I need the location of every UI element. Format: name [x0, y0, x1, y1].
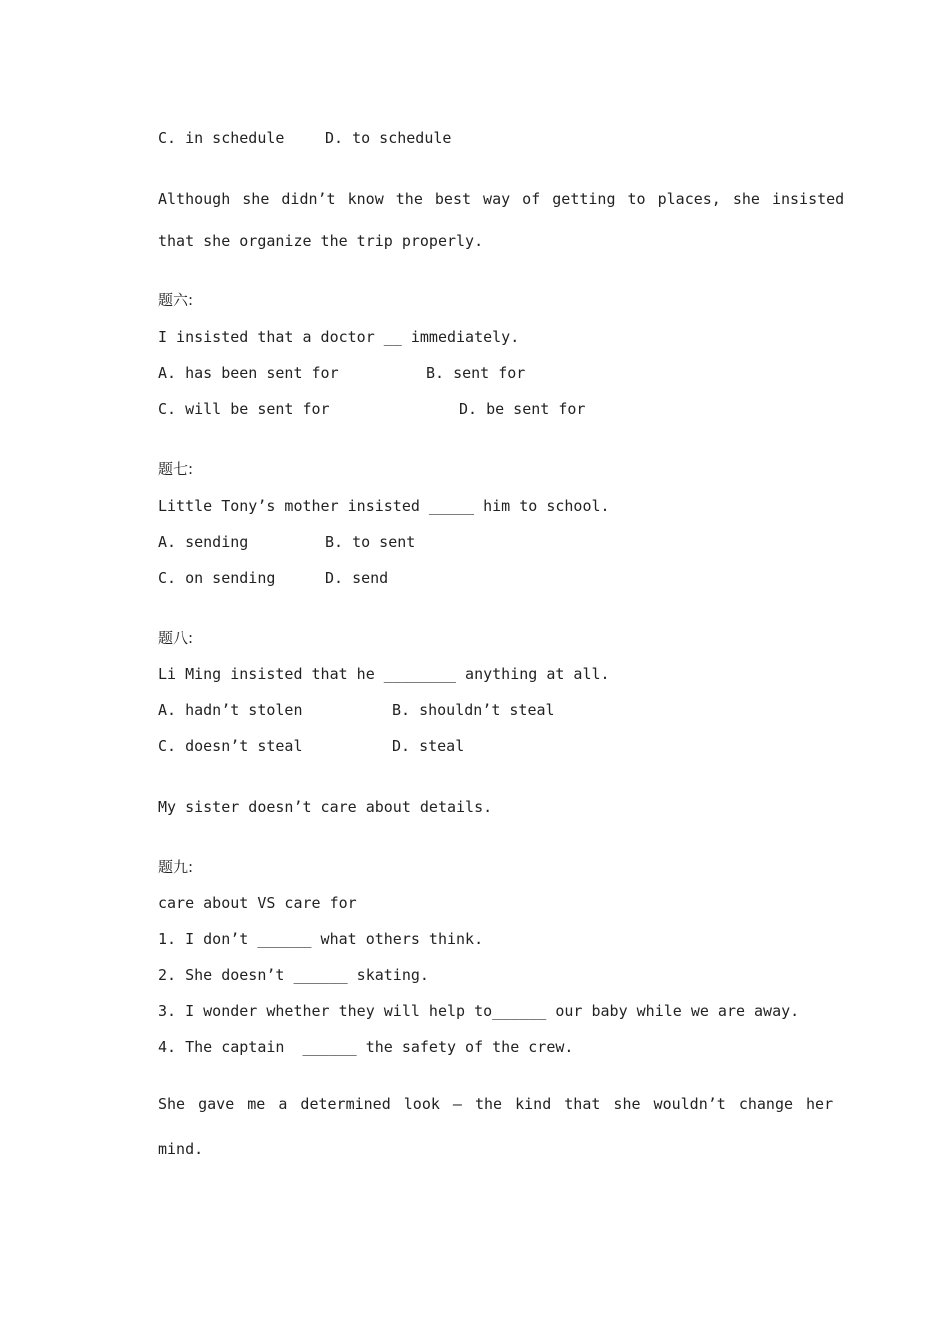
question-9-heading: 题九:: [158, 858, 194, 876]
question-6-option-a: A. has been sent for: [158, 364, 339, 382]
question-7-option-b: B. to sent: [325, 533, 416, 551]
example-sentence-2: My sister doesn’t care about details.: [158, 798, 493, 816]
question-7-heading: 题七:: [158, 460, 194, 478]
question-8-stem: Li Ming insisted that he ________ anything at all.: [158, 665, 610, 683]
question-8-option-b: B. shouldn’t steal: [392, 701, 555, 719]
option-d: D. to schedule: [325, 129, 452, 147]
question-6-stem: I insisted that a doctor __ immediately.: [158, 328, 520, 346]
question-6-option-b: B. sent for: [426, 364, 526, 382]
question-8-heading: 题八:: [158, 629, 194, 647]
question-6-option-d: D. be sent for: [459, 400, 586, 418]
example-sentence-line-2: that she organize the trip properly.: [158, 232, 484, 250]
question-9-item-4: 4. The captain ______ the safety of the crew.: [158, 1038, 574, 1056]
question-6-option-c: C. will be sent for: [158, 400, 330, 418]
example-sentence-3-line-2: mind.: [158, 1140, 204, 1158]
example-sentence-line-1: Although she didn’t know the best way of getting to places, she insisted: [158, 190, 845, 208]
question-6-heading: 题六:: [158, 291, 194, 309]
question-9-intro: care about VS care for: [158, 894, 357, 912]
question-9-item-2: 2. She doesn’t ______ skating.: [158, 966, 429, 984]
question-7-option-a: A. sending: [158, 533, 249, 551]
question-9-item-1: 1. I don’t ______ what others think.: [158, 930, 484, 948]
question-7-stem: Little Tony’s mother insisted _____ him to school.: [158, 497, 610, 515]
question-7-option-c: C. on sending: [158, 569, 276, 587]
question-7-option-d: D. send: [325, 569, 389, 587]
question-8-option-a: A. hadn’t stolen: [158, 701, 303, 719]
option-c: C. in schedule: [158, 129, 285, 147]
example-sentence-3-line-1: She gave me a determined look – the kind that she wouldn’t change her: [158, 1095, 834, 1113]
question-8-option-c: C. doesn’t steal: [158, 737, 303, 755]
question-8-option-d: D. steal: [392, 737, 465, 755]
question-9-item-3: 3. I wonder whether they will help to______ our baby while we are away.: [158, 1002, 800, 1020]
